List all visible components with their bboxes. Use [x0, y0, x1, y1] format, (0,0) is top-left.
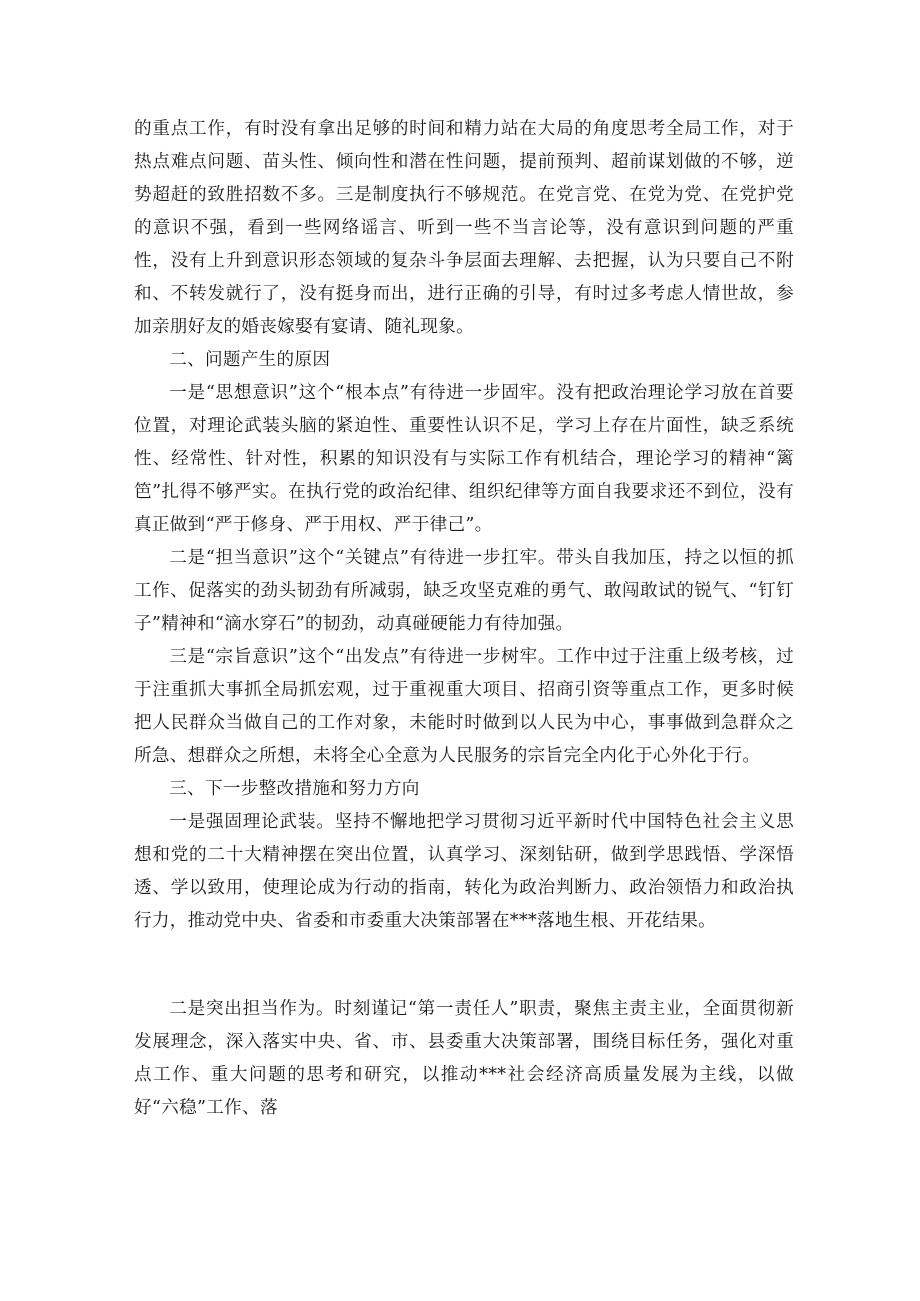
paragraph-theory: 一是强固理论武装。坚持不懈地把学习贯彻习近平新时代中国特色社会主义思想和党的二十大精神摆在突出位置，认真学习、深刻钻研，做到学思践悟、学深悟透、学以致用，使理论成为行动的指南，转化为政治判断力、政治领悟力和政治执行力，推动党中央、省委和市委重大决策部署在***落地生根、开花结果。 — [134, 812, 794, 931]
section-heading-measures: 三、下一步整改措施和努力方向 — [169, 779, 420, 799]
paragraph-responsibility: 二是“担当意识”这个“关键点”有待进一步扛牢。带头自我加压，持之以恒的抓工作、促落实的劲头韧劲有所减弱，缺乏攻坚克难的勇气、敢闯敢试的锐气、“钉钉子”精神和“滴水穿石”的韧劲，动真碰硬能力有待加强。 — [134, 548, 794, 634]
document-body-continued — [134, 993, 794, 1125]
section-heading-causes: 二、问题产生的原因 — [169, 350, 331, 370]
paragraph-continuation: 的重点工作，有时没有拿出足够的时间和精力站在大局的角度思考全局工作，对于热点难点问题、苗头性、倾向性和潜在性问题，提前预判、超前谋划做的不够，逆势超赶的致胜招数不多。三是制度执行不够规范。在党言党、在党为党、在党护党的意识不强，看到一些网络谣言、听到一些不当言论等，没有意识到问题的严重性，没有上升到意识形态领域的复杂斗争层面去理解、去把握，认为只要自己不附和、不转发就行了，没有挺身而出，进行正确的引导，有时过多考虑人情世故，参加亲朋好友的婚丧嫁娶有宴请、随礼现象。 — [134, 119, 794, 337]
paragraph-purpose: 三是“宗旨意识”这个“出发点”有待进一步树牢。工作中过于注重上级考核，过于注重抓大事抓全局抓宏观，过于重视重大项目、招商引资等重点工作，更多时候把人民群众当做自己的工作对象，未能时时做到以人民为中心，事事做到急群众之所急、想群众之所想，未将全心全意为人民服务的宗旨完全内化于心外化于行。 — [134, 647, 794, 766]
paragraph-ideology: 一是“思想意识”这个“根本点”有待进一步固牢。没有把政治理论学习放在首要位置，对理论武装头脑的紧迫性、重要性认识不足，学习上存在片面性，缺乏系统性、经常性、针对性，积累的知识没有与实际工作有机结合，理论学习的精神“篱笆”扎得不够严实。在执行党的政治纪律、组织纪律等方面自我要求还不到位，没有真正做到“严于修身、严于用权、严于律己”。 — [134, 383, 794, 535]
document-body — [134, 113, 794, 938]
paragraph-accountability: 二是突出担当作为。时刻谨记“第一责任人”职责，聚焦主责主业，全面贯彻新发展理念，深入落实中央、省、市、县委重大决策部署，围绕目标任务，强化对重点工作、重大问题的思考和研究，以推动***社会经济高质量发展为主线，以做好“六稳”工作、落 — [134, 999, 794, 1118]
